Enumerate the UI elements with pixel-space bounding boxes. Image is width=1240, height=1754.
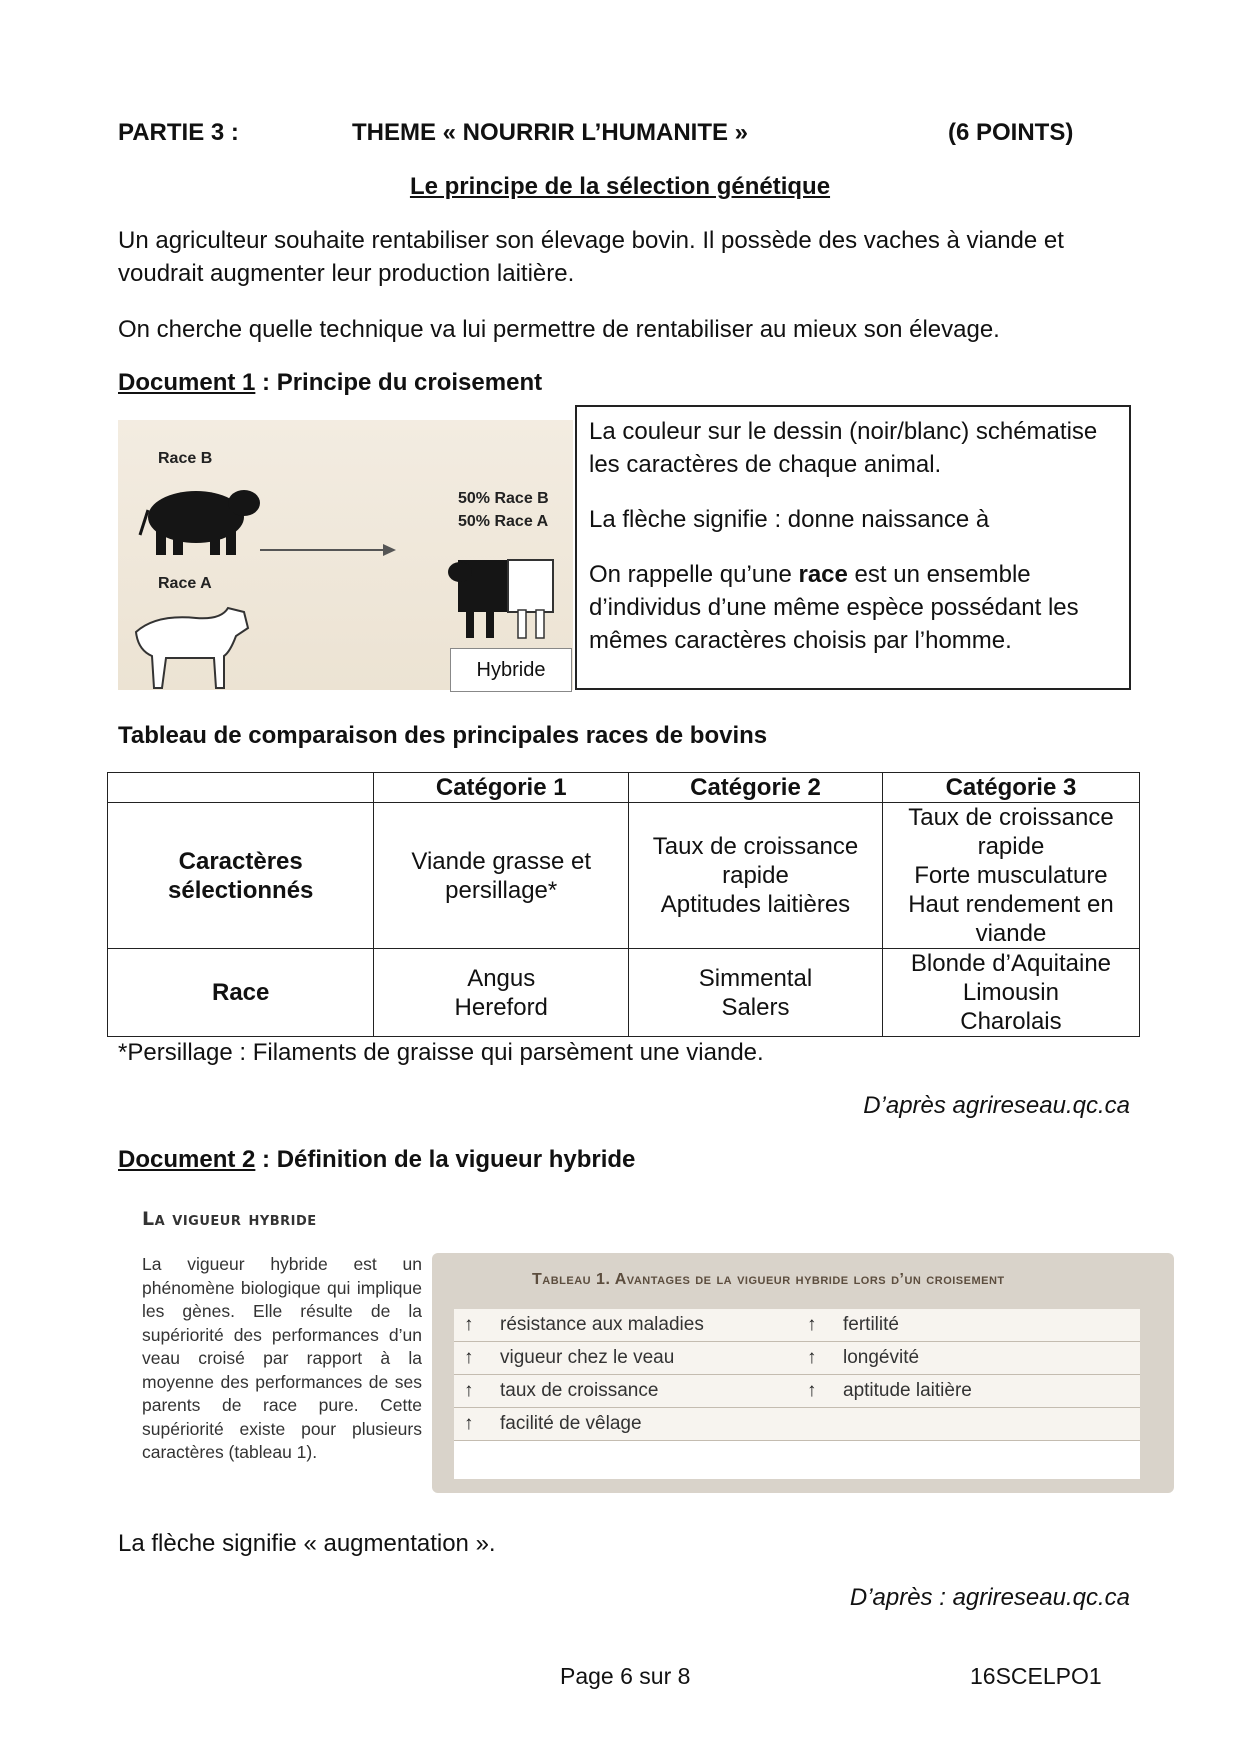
crossbreeding-figure: [118, 420, 573, 690]
breeds-table: [107, 772, 1140, 1037]
mix-a-label: 50% Race A: [458, 513, 549, 530]
points-label: (6 POINTS): [948, 119, 1074, 146]
advantages-row: [454, 1342, 1140, 1375]
document-code: 16SCELPO1: [970, 1663, 1102, 1689]
up-arrow-icon: ↑: [464, 1413, 474, 1434]
row-head-caracteres: Caractères sélectionnés: [108, 803, 374, 949]
white-cow-icon: [126, 600, 251, 690]
advantage-item: fertilité: [843, 1314, 899, 1335]
page-number: Page 6 sur 8: [560, 1663, 691, 1689]
box-paragraph-1: La couleur sur le dessin (noir/blanc) schématise les caractères de chaque animal.: [589, 418, 1098, 478]
intro-paragraph-2: On cherche quelle technique va lui permettre de rentabiliser au mieux son élevage.: [118, 316, 1000, 343]
box-p3-post: est un ensemble d’individus d’une même espèce possédant les mêmes caractères choisis par l’homme.: [589, 561, 1079, 654]
advantages-row: [454, 1309, 1140, 1342]
hybrid-vigor-figure: [138, 1198, 1180, 1508]
table-footnote: *Persillage : Filaments de graisse qui parsèment une viande.: [118, 1039, 764, 1066]
table-cell: Taux de croissance rapide Aptitudes laitières: [629, 803, 883, 949]
black-cow-icon: [138, 475, 263, 555]
doc1-label: Document 1: [118, 369, 256, 396]
row-head-race: Race: [108, 949, 374, 1037]
up-arrow-icon: ↑: [464, 1380, 474, 1401]
advantage-item: taux de croissance: [500, 1380, 659, 1401]
vigor-text: La vigueur hybride est un phénomène biologique qui implique les gènes. Elle résulte de la supériorité des performances d’un veau croisé par rapport à la moyenne des performances de ses parents de race pure. Cette supériorité existe pour plusieurs caractères (tableau 1).: [142, 1254, 422, 1462]
advantage-item: aptitude laitière: [843, 1380, 972, 1401]
advantage-item: longévité: [843, 1347, 920, 1368]
table-header-cell: Catégorie 3: [882, 773, 1139, 803]
box-paragraph-3: [589, 558, 1117, 657]
table-cell: Viande grasse et persillage*: [374, 803, 629, 949]
box-p3-bold: race: [798, 561, 848, 588]
table-row: [108, 803, 1140, 949]
table-cell: Taux de croissance rapide Forte musculature Haut rendement en viande: [882, 803, 1139, 949]
hybride-label: Hybride: [450, 648, 572, 692]
table-header-cell: Catégorie 1: [374, 773, 629, 803]
box-p3-pre: On rappelle qu’une: [589, 561, 799, 588]
doc2-title: : Définition de la vigueur hybride: [255, 1146, 636, 1173]
up-arrow-icon: ↑: [807, 1347, 817, 1368]
advantages-row: [454, 1408, 1140, 1441]
doc1-title: : Principe du croisement: [255, 369, 543, 396]
part-label: PARTIE 3 :: [118, 119, 239, 146]
doc2-source: D’après : agrireseau.qc.ca: [849, 1584, 1130, 1611]
advantages-table-body: [454, 1309, 1140, 1479]
hybrid-cow-icon: [448, 550, 568, 640]
up-arrow-icon: ↑: [464, 1347, 474, 1368]
table-row: [108, 949, 1140, 1037]
mix-b-label: 50% Race B: [458, 490, 549, 507]
doc1-heading: [118, 366, 542, 399]
intro-paragraph-1: Un agriculteur souhaite rentabiliser son élevage bovin. Il possède des vaches à viande et voudrait augmenter leur production laitière.: [118, 227, 1064, 287]
page-title: Le principe de la sélection génétique: [409, 173, 831, 200]
up-arrow-icon: ↑: [807, 1380, 817, 1401]
advantages-row: [454, 1375, 1140, 1408]
table-header-row: [108, 773, 1140, 803]
table-header-cell: [108, 773, 374, 803]
box-paragraph-2: La flèche signifie : donne naissance à: [589, 506, 990, 533]
arrow-icon: [258, 540, 398, 560]
up-arrow-icon: ↑: [464, 1314, 474, 1335]
advantage-item: facilité de vêlage: [500, 1413, 642, 1434]
advantage-item: résistance aux maladies: [500, 1314, 704, 1335]
up-arrow-icon: ↑: [807, 1314, 817, 1335]
table-caption: Tableau de comparaison des principales races de bovins: [118, 722, 768, 749]
arrow-note: La flèche signifie « augmentation ».: [118, 1530, 496, 1557]
advantage-item: vigueur chez le veau: [500, 1347, 675, 1368]
table-cell: Angus Hereford: [374, 949, 629, 1037]
table-source: D’après agrireseau.qc.ca: [863, 1092, 1130, 1119]
table-cell: Blonde d’Aquitaine Limousin Charolais: [882, 949, 1139, 1037]
vigor-title: La vigueur hybride: [142, 1208, 317, 1230]
doc2-heading: [118, 1143, 635, 1176]
table-cell: Simmental Salers: [629, 949, 883, 1037]
theme-label: THEME « NOURRIR L’HUMANITE »: [352, 119, 749, 146]
table-header-cell: Catégorie 2: [629, 773, 883, 803]
doc1-explanation-box: [575, 405, 1131, 690]
doc2-label: Document 2: [118, 1146, 256, 1173]
advantages-table-title: Tableau 1. Avantages de la vigueur hybride lors d’un croisement: [532, 1271, 1005, 1288]
race-b-label: Race B: [158, 450, 213, 467]
race-a-label: Race A: [158, 575, 212, 592]
advantages-table: [432, 1253, 1174, 1493]
